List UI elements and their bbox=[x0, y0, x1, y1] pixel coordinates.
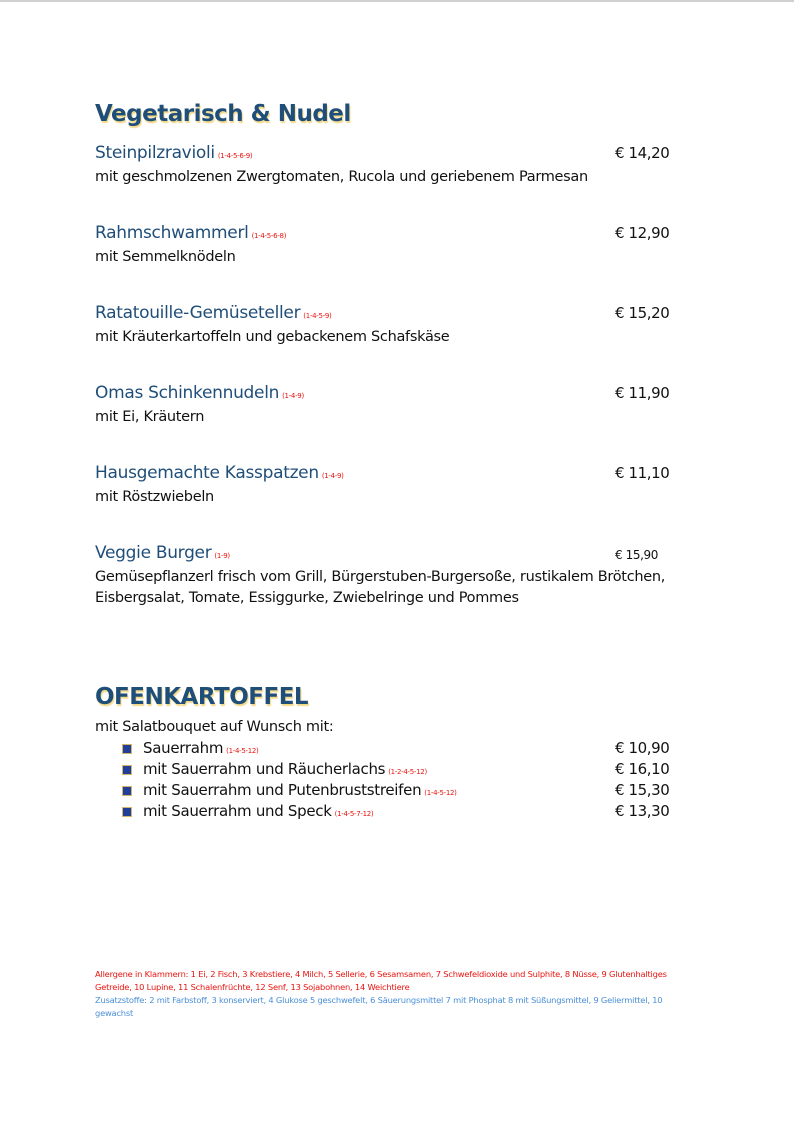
allergen-legend: Allergene in Klammern: 1 Ei, 2 Fisch, 3 Krebstiere, 4 Milch, 5 Sellerie, 6 Sesamsamen, 7 Schwefeldioxide und Sulphite, 8 Nüsse, 9 Glutenhaltiges Getreide, 10 Lupine, 11 Schalenfrüchte, 12 Senf, 13 Sojabohnen, 14 Weichtiere bbox=[95, 969, 667, 992]
option-allergens: (1-4-5-7-12) bbox=[334, 810, 374, 818]
option-name: mit Sauerrahm und Räucherlachs bbox=[143, 760, 386, 778]
dish-price: € 11,90 bbox=[615, 384, 670, 402]
dish-description-line2: Eisbergsalat, Tomate, Essiggurke, Zwiebelringe und Pommes bbox=[95, 590, 519, 606]
dish-item bbox=[95, 142, 695, 188]
potato-option bbox=[95, 759, 695, 780]
option-price: € 15,30 bbox=[615, 781, 670, 799]
footer-notes bbox=[95, 968, 700, 1020]
option-allergens: (1-2-4-5-12) bbox=[388, 768, 427, 776]
potato-option bbox=[95, 738, 695, 759]
option-price: € 16,10 bbox=[615, 760, 670, 778]
option-price: € 13,30 bbox=[615, 802, 670, 820]
dish-allergens: (1-9) bbox=[214, 552, 230, 560]
dish-name: Rahmschwammerl bbox=[95, 223, 249, 243]
additive-legend: Zusatzstoffe: 2 mit Farbstoff, 3 konserviert, 4 Glukose 5 geschwefelt, 6 Säuerungsmittel 7 mit Phosphat 8 mit Süßungsmittel, 9 Geliermittel, 10 gewachst bbox=[95, 995, 663, 1018]
dish-description: mit geschmolzenen Zwergtomaten, Rucola und geriebenem Parmesan bbox=[95, 169, 588, 185]
dish-price: € 15,90 bbox=[615, 548, 659, 562]
menu-page bbox=[95, 98, 695, 822]
section-title-vegetarian: Vegetarisch & Nudel bbox=[95, 101, 351, 127]
option-name: mit Sauerrahm und Speck bbox=[143, 802, 332, 820]
dish-name: Hausgemachte Kasspatzen bbox=[95, 463, 319, 483]
dish-price: € 14,20 bbox=[615, 144, 670, 162]
dish-item bbox=[95, 542, 695, 609]
square-bullet-icon bbox=[122, 765, 132, 775]
dish-item bbox=[95, 222, 695, 268]
option-name: Sauerrahm bbox=[143, 739, 224, 757]
top-border bbox=[0, 0, 794, 2]
dish-price: € 15,20 bbox=[615, 304, 670, 322]
dish-name: Steinpilzravioli bbox=[95, 143, 215, 163]
dish-description: mit Semmelknödeln bbox=[95, 249, 236, 265]
dish-allergens: (1-4-5-6-8) bbox=[251, 232, 287, 240]
dish-name: Omas Schinkennudeln bbox=[95, 383, 280, 403]
dish-price: € 12,90 bbox=[615, 224, 670, 242]
dish-allergens: (1-4-5-6-9) bbox=[217, 152, 253, 160]
dish-item bbox=[95, 302, 695, 348]
dish-item bbox=[95, 462, 695, 508]
option-allergens: (1-4-5-12) bbox=[226, 747, 259, 755]
section-title-potato: OFENKARTOFFEL bbox=[95, 684, 309, 710]
dish-item bbox=[95, 382, 695, 428]
square-bullet-icon bbox=[122, 786, 132, 796]
dish-description: mit Röstzwiebeln bbox=[95, 489, 214, 505]
dish-description: mit Kräuterkartoffeln und gebackenem Schafskäse bbox=[95, 329, 450, 345]
option-price: € 10,90 bbox=[615, 739, 670, 757]
dish-allergens: (1-4-9) bbox=[282, 392, 304, 400]
square-bullet-icon bbox=[122, 744, 132, 754]
square-bullet-icon bbox=[122, 807, 132, 817]
dish-description: mit Ei, Kräutern bbox=[95, 409, 205, 425]
option-name: mit Sauerrahm und Putenbruststreifen bbox=[143, 781, 422, 799]
dish-price: € 11,10 bbox=[615, 464, 670, 482]
dish-description: Gemüsepflanzerl frisch vom Grill, Bürgerstuben-Burgersoße, rustikalem Brötchen, bbox=[95, 569, 666, 585]
potato-option bbox=[95, 780, 695, 801]
dish-name: Ratatouille-Gemüseteller bbox=[95, 303, 301, 323]
option-allergens: (1-4-5-12) bbox=[424, 789, 457, 797]
potato-option bbox=[95, 801, 695, 822]
potato-intro: mit Salatbouquet auf Wunsch mit: bbox=[95, 719, 334, 735]
dish-name: Veggie Burger bbox=[95, 543, 212, 563]
dish-allergens: (1-4-9) bbox=[321, 472, 344, 480]
dish-allergens: (1-4-5-9) bbox=[303, 312, 332, 320]
